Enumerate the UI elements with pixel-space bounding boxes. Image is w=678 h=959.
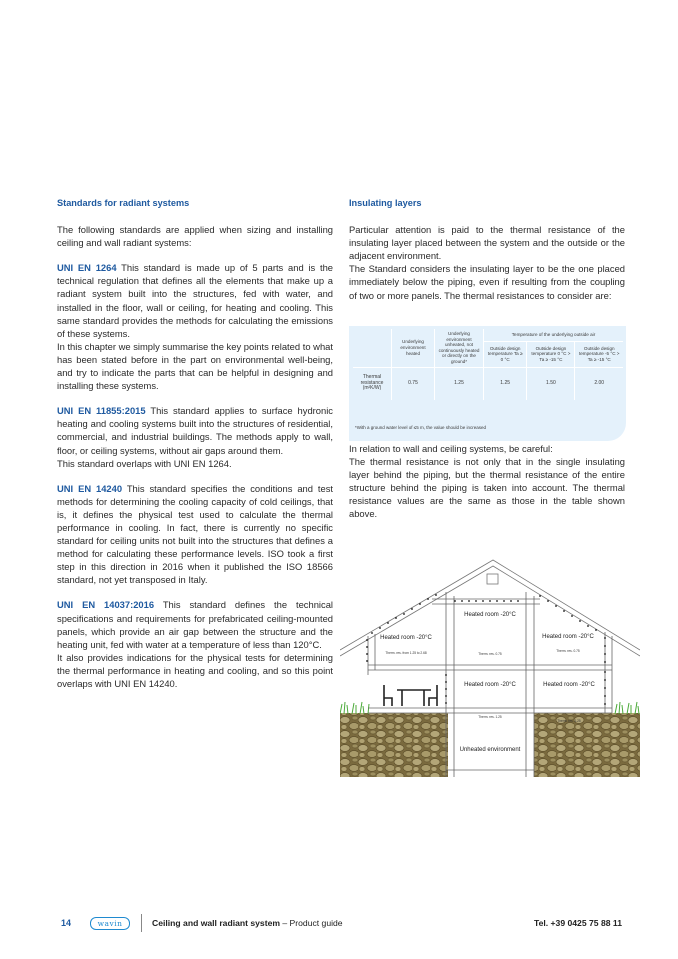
table-cell: 0.75 xyxy=(392,367,435,400)
footer-divider xyxy=(141,914,142,932)
room-label: Heated room -20°C xyxy=(543,682,595,688)
room-note: Therm. res. from 1.25 to 2.68 xyxy=(385,651,427,655)
paragraph xyxy=(349,223,625,302)
paragraph-line: The Standard considers the insulating layer to be the one placed immediately below the piping, even if resulting from the coupling of two or more panels. The thermal resistances to consider are: xyxy=(349,263,625,301)
section-heading: Standards for radiant systems xyxy=(57,198,190,208)
intro-paragraph: The following standards are applied when sizing and installing ceiling and wall radiant systems: xyxy=(57,224,333,249)
page-footer xyxy=(0,916,678,932)
document-title xyxy=(152,918,343,928)
column-header: Outside design temperature 0 °C > Ta ≥ -15 °C xyxy=(527,341,575,367)
standard-block xyxy=(57,261,333,392)
standard-block xyxy=(57,598,333,690)
room-label: Heated room -20°C xyxy=(380,635,432,641)
room-note: Therm. res. 0.75 xyxy=(478,652,502,656)
standard-extra: This standard overlaps with UNI EN 1264. xyxy=(57,457,232,469)
paragraph-line: Particular attention is paid to the thermal resistance of the insulating layer placed between the system and the outside or the adjacent environment. xyxy=(349,224,625,262)
room-note: Therm. res. 1.25 xyxy=(478,715,502,719)
standard-extra: In this chapter we simply summarise the key points related to what has been stated before in the part on environmental well-being, and try to indicate the parts that can be helpful in designing and installing these systems. xyxy=(57,340,333,392)
column-header: Outside design temperature -5 °C > Ta ≥ -15 °C xyxy=(575,341,623,367)
phone-number: Tel. +39 0425 75 88 11 xyxy=(533,918,622,928)
section-heading: Insulating layers xyxy=(349,198,422,208)
document-title-bold: Ceiling and wall radiant system xyxy=(152,918,280,928)
room-note: Therm. res. 1.25 xyxy=(557,719,581,723)
wavin-logo: wavin xyxy=(90,917,130,930)
column-header: Underlying environment heated xyxy=(392,329,435,367)
standard-text: This standard defines the technical specifications and requirements for prefabricated ceiling-mounted panels, which provide an air gap between the structure and the heating unit, fed with water at a temperature of less than 120°C. xyxy=(57,599,333,650)
column-header: Outside design temperature Ta ≥ 0 °C xyxy=(484,341,527,367)
table-footnote: *With a ground water level of ≤5 m, the value should be increased xyxy=(355,425,487,430)
table-cell: 2.00 xyxy=(575,367,623,400)
standard-text: This standard applies to surface hydronic heating and cooling systems built into the structures of residential, commercial, and industrial buildings. The methods apply to wall, floor, or ceiling systems, without air gaps around them. xyxy=(57,405,333,456)
paragraph-line: In relation to wall and ceiling systems, be careful: xyxy=(349,442,553,454)
standard-name: UNI EN 14037:2016 xyxy=(57,599,155,611)
standard-name: UNI EN 1264 xyxy=(57,262,117,274)
left-column xyxy=(57,197,333,702)
row-label: Thermal resistance (m²K/W) xyxy=(353,367,392,400)
table-cell: 1.50 xyxy=(527,367,575,400)
table-corner xyxy=(353,329,392,367)
roof xyxy=(340,560,640,656)
standard-name: UNI EN 11855:2015 xyxy=(57,405,146,417)
room-label: Heated room -20°C xyxy=(464,682,516,688)
page-number: 14 xyxy=(61,918,72,928)
thermal-resistance-table xyxy=(349,326,626,441)
group-header: Temperature of the underlying outside air xyxy=(484,329,624,341)
column-header: Underlying environment unheated, not continuously heated or directly on the ground* xyxy=(435,329,484,367)
house-section-diagram xyxy=(340,548,640,780)
room-label: Heated room -20°C xyxy=(464,612,516,618)
standard-text: This standard specifies the conditions and test methods for determining the cooling capacity of cold ceilings, that is, it defines the physical test used to calculate the thermal performance in cooling. In fact, there is currently no specific standard for ceiling units not built into the structures that defines a method for calculating these performance levels. ISO took a first step in this direction in 2016 when it published the ISO 18566 standard, not yet transposed in Italy. xyxy=(57,482,333,586)
ground-right xyxy=(534,713,640,777)
ground-left xyxy=(340,713,448,777)
document-title-rest: – Product guide xyxy=(280,918,343,928)
outdoor-table-icon xyxy=(384,685,437,706)
standard-block xyxy=(57,404,333,469)
standard-text: This standard is made up of 5 parts and is the technical regulation that defines all the elements that make up a radiant system built into the structures, fed with water, and installed in the floor, wall or ceiling, for heating and cooling. This same standard provides the methods for calculating the emissions of these systems. xyxy=(57,262,333,339)
paragraph xyxy=(349,442,625,521)
unheated-label: Unheated environment xyxy=(459,747,521,753)
table-cell: 1.25 xyxy=(435,367,484,400)
room-note: Therm. res. 0.75 xyxy=(556,649,580,653)
table-cell: 1.25 xyxy=(484,367,527,400)
standard-extra: It also provides indications for the physical tests for determining the thermal performance in heating and cooling, and so this point overlaps with UNI EN 14240. xyxy=(57,651,333,689)
room-label: Heated room -20°C xyxy=(542,634,594,640)
standard-block xyxy=(57,482,333,587)
standard-name: UNI EN 14240 xyxy=(57,482,123,494)
paragraph-line: The thermal resistance is not only that in the single insulating layer behind the piping, but the thermal resistance of the entire structure behind the piping is taken into account. The thermal resistance values are the same as those in the table shown above. xyxy=(349,455,625,520)
